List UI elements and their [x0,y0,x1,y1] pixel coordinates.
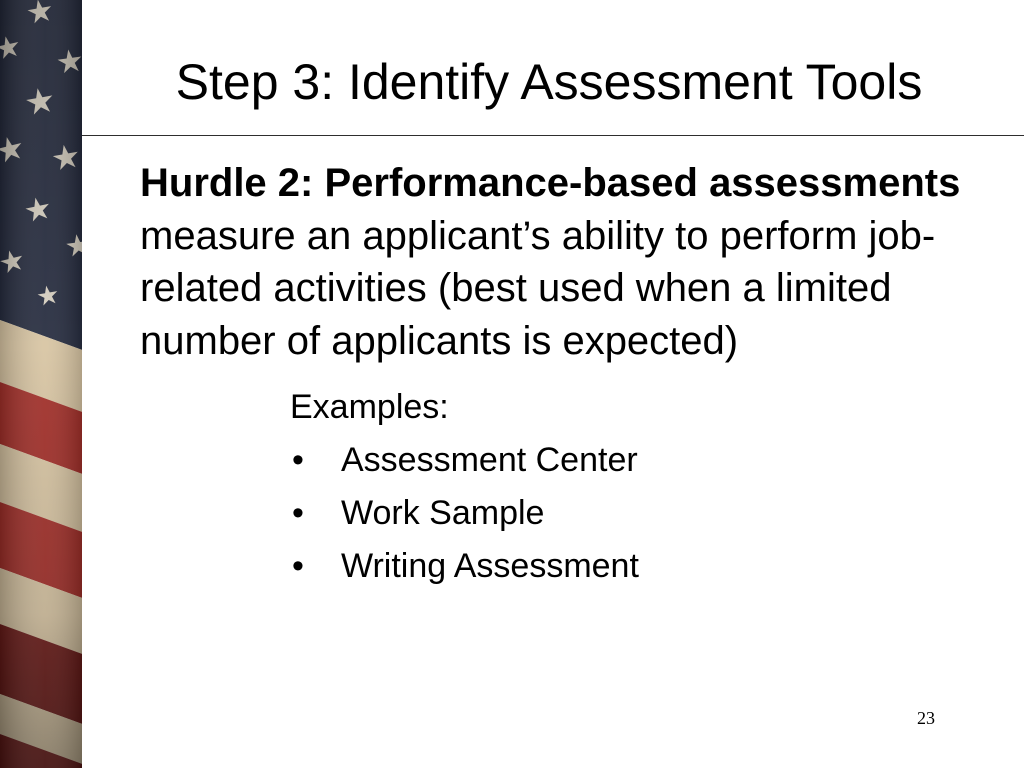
flag-image [0,0,82,768]
flag-border [0,0,82,768]
slide-title: Step 3: Identify Assessment Tools [175,54,923,110]
flag-shading [0,0,82,768]
bullet-icon: • [292,441,304,479]
example-item [290,487,545,540]
body-line: measure an applicant’s ability to perform job- [140,213,936,258]
bullet-icon: • [292,547,304,585]
example-item-label: Work Sample [341,494,545,532]
title-divider [82,135,1024,136]
example-item-label: Writing Assessment [341,547,639,585]
example-item-label: Assessment Center [341,441,638,479]
body-line: related activities (best used when a limited [140,266,892,311]
bullet-icon: • [292,494,304,532]
examples-block [290,381,639,593]
page-number: 23 [917,708,935,728]
body-paragraph [140,157,960,368]
example-item [290,434,638,487]
example-item [290,540,639,593]
examples-heading: Examples: [290,388,449,426]
body-line: number of applicants is expected) [140,319,739,364]
body-lead-bold: Hurdle 2: Performance-based assessments [140,161,961,205]
